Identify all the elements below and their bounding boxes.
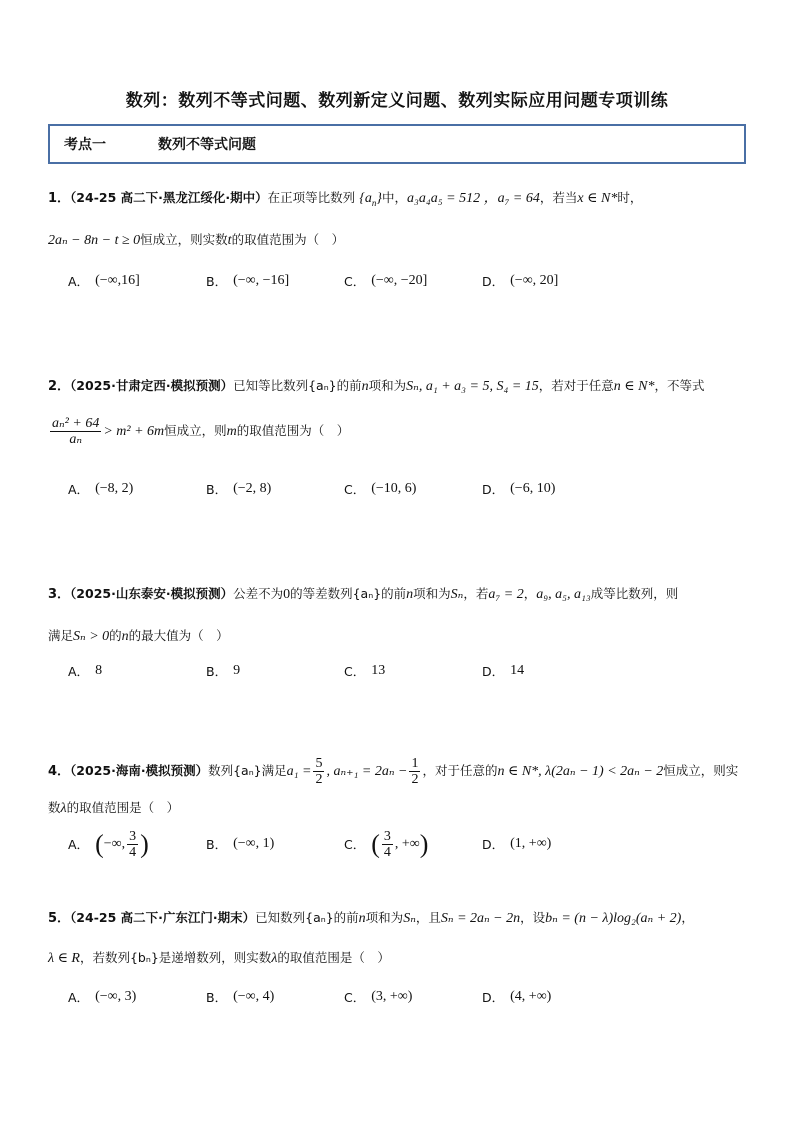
fraction: $\frac{3}{4}$ bbox=[129, 828, 137, 860]
question-1-options bbox=[68, 272, 620, 290]
option-c[interactable]: C． 13 bbox=[344, 663, 386, 679]
question-5-stem-line1: 5．（24-25 高二下·广东江门·期末）已知数列{aₙ}的前n项和为Sₙ，且Sₙ = 2aₙ − 2n，设bₙ = (n − λ)log₂(aₙ + 2)， bbox=[48, 910, 694, 926]
section-name: 数列不等式问题 bbox=[158, 137, 256, 153]
fraction: $\frac{1}{2}$ bbox=[411, 756, 419, 787]
question-3-stem-line2: 满足Sₙ > 0的n的最大值为（ ） bbox=[48, 628, 229, 644]
option-b[interactable]: B． (−∞, −16] bbox=[206, 273, 290, 289]
section-tag: 考点一 bbox=[64, 137, 106, 153]
question-5-options bbox=[68, 988, 620, 1006]
option-b[interactable]: B． (−∞, 1) bbox=[206, 836, 275, 852]
question-1-source: （24-25 高二下·黑龙江绥化·期中） bbox=[70, 190, 268, 205]
page-title: 数列：数列不等式问题、数列新定义问题、数列实际应用问题专项训练 bbox=[125, 91, 669, 111]
fraction: $\frac{5}{2}$ bbox=[315, 756, 323, 787]
option-c[interactable]: C． (−∞, −20] bbox=[344, 273, 428, 289]
question-4-stem-line1: 4．（2025·海南·模拟预测）数列{aₙ}满足a₁ = $\frac{5}{2}$ , aₙ₊₁ = 2aₙ − $\frac{1}{2}$ ，对于任意的n ∈ N*, λ(2aₙ − 1) < 2aₙ − 2恒成立，则实 bbox=[48, 756, 739, 787]
fraction: $\frac{\text{aₙ² + 64}}{\text{aₙ}}$ bbox=[52, 416, 100, 447]
question-5-source: （24-25 高二下·广东江门·期末） bbox=[70, 910, 256, 925]
question-4-source: （2025·海南·模拟预测） bbox=[70, 763, 209, 778]
question-4-options bbox=[68, 826, 620, 862]
option-a[interactable]: A． (−∞, 3) bbox=[68, 989, 137, 1005]
question-2-source: （2025·甘肃定西·模拟预测） bbox=[70, 378, 234, 393]
option-c[interactable]: C． ( $\frac{3}{4}$ , +∞) bbox=[344, 828, 429, 860]
question-2-stem-line2: $\frac{\text{aₙ² + 64}}{\text{aₙ}}$ > m² + 6m恒成立，则m的取值范围为（ ） bbox=[52, 416, 350, 447]
option-c[interactable]: C． (3, +∞) bbox=[344, 989, 413, 1005]
question-3-stem-line1: 3．（2025·山东泰安·模拟预测）公差不为0的等差数列{aₙ}的前n项和为Sₙ，若a₇ = 2，a₉, a₅, a₁₃成等比数列，则 bbox=[48, 586, 679, 602]
question-1-stem-line2: 2aₙ − 8n − t ≥ 0恒成立，则实数t的取值范围为（ ） bbox=[48, 232, 345, 248]
question-2-stem-line1: 2．（2025·甘肃定西·模拟预测）已知等比数列{aₙ}的前n项和为Sₙ, a₁ + a₃ = 5, S₄ = 15，若对于任意n ∈ N*，不等式 bbox=[48, 378, 705, 394]
question-1-stem-line1: 1．（24-25 高二下·黑龙江绥化·期中）在正项等比数列 $\{a_n\}$中，a₃a₄a₅ = 512 ，a₇ = 64，若当x ∈ N*时， bbox=[48, 190, 643, 208]
question-3-source: （2025·山东泰安·模拟预测） bbox=[70, 586, 234, 601]
option-c[interactable]: C． (−10, 6) bbox=[344, 481, 417, 497]
option-d[interactable]: D． (1, +∞) bbox=[482, 836, 552, 852]
option-a[interactable]: A． (−8, 2) bbox=[68, 481, 134, 497]
option-b[interactable]: B． (−∞, 4) bbox=[206, 989, 275, 1005]
option-d[interactable]: D． 14 bbox=[482, 663, 525, 679]
option-a[interactable]: A． (−∞,16] bbox=[68, 273, 140, 289]
fraction: $\frac{3}{4}$ bbox=[383, 828, 391, 860]
option-a[interactable]: A． (−∞, $\frac{3}{4}$ ) bbox=[68, 828, 149, 860]
question-4-stem-line2: 数λ的取值范围是（ ） bbox=[48, 800, 180, 816]
option-d[interactable]: D． (4, +∞) bbox=[482, 989, 552, 1005]
question-2-options bbox=[68, 480, 620, 498]
question-5-stem-line2: λ ∈ R，若数列{bₙ}是递增数列，则实数λ的取值范围是（ ） bbox=[48, 950, 390, 966]
option-d[interactable]: D． (−6, 10) bbox=[482, 481, 556, 497]
option-d[interactable]: D． (−∞, 20] bbox=[482, 273, 559, 289]
option-b[interactable]: B． 9 bbox=[206, 663, 241, 679]
section-header bbox=[48, 124, 746, 164]
option-b[interactable]: B． (−2, 8) bbox=[206, 481, 272, 497]
question-3-options bbox=[68, 662, 620, 680]
option-a[interactable]: A． 8 bbox=[68, 663, 103, 679]
